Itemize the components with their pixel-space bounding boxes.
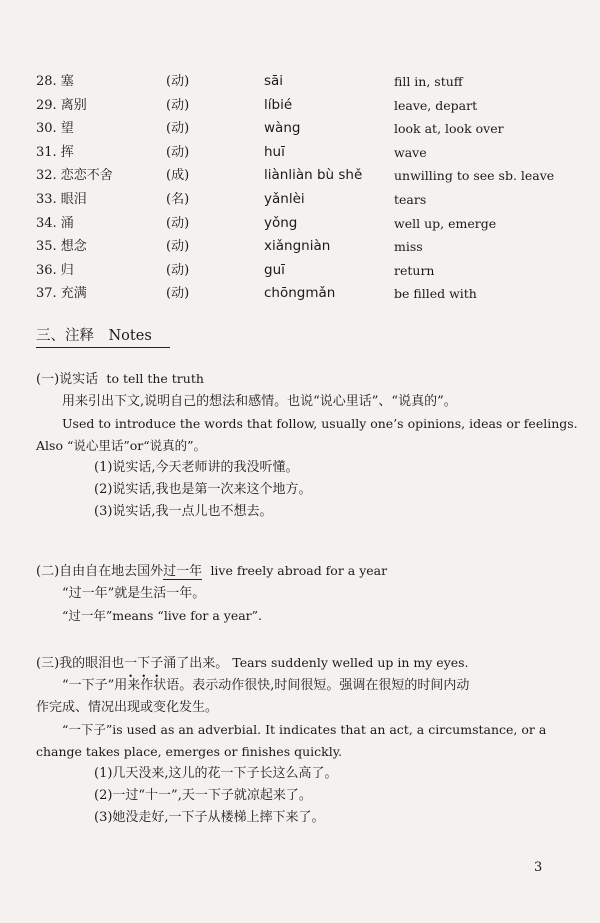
vocab-word: 31. 挥 [36, 144, 74, 160]
vocab-english: well up, emerge [394, 215, 497, 231]
note-3-heading: (三)我的眼泪也一下子涌了出来。 Tears suddenly welled up in my eyes. [36, 655, 469, 671]
vocab-part-of-speech: (动) [166, 74, 190, 89]
vocab-row [36, 94, 576, 118]
note-1-example-1: (1)说实话,今天老师讲的我没听懂。 [94, 460, 299, 475]
note-3 [36, 652, 576, 829]
note-1-chinese-explanation: 用来引出下文,说明自己的想法和感情。也说“说心里话”、“说真的”。 [62, 394, 457, 409]
note-3-example-3: (3)她没走好,一下子从楼梯上摔下来了。 [94, 810, 325, 825]
vocab-part-of-speech: (动) [166, 239, 190, 255]
vocab-pinyin: liànliàn bù shě [264, 167, 363, 184]
note-3-english-explanation: “一下子”is used as an adverbial. It indicates that an act, a circumstance, or a [62, 722, 547, 737]
vocab-part-of-speech: (名) [166, 191, 190, 207]
note-2-english-explanation: “过一年”means “live for a year”. [62, 608, 263, 623]
vocab-pinyin: yǒng [264, 214, 298, 231]
page-number: 3 [534, 860, 543, 875]
vocab-english: return [394, 262, 435, 278]
vocab-pinyin: líbié [264, 96, 293, 113]
vocab-pinyin: chōngmǎn [264, 285, 336, 302]
note-3-example-2: (2)一过“十一”,天一下子就凉起来了。 [94, 788, 312, 803]
vocab-row [36, 259, 576, 283]
note-1-example-2: (2)说实话,我也是第一次来这个地方。 [94, 482, 312, 497]
vocab-pinyin: xiǎngniàn [264, 238, 331, 255]
note-1-heading: (一)说实话 to tell the truth [36, 371, 204, 387]
vocab-part-of-speech: (动) [166, 121, 190, 137]
note-3-chinese-explanation-cont: 作完成、情况出现或变化发生。 [36, 700, 219, 715]
vocab-english: look at, look over [394, 121, 504, 137]
note-1-example-3: (3)说实话,我一点儿也不想去。 [94, 504, 273, 519]
vocab-pinyin: sāi [264, 73, 284, 89]
vocab-word: 37. 充满 [36, 286, 87, 302]
vocab-part-of-speech: (成) [166, 168, 190, 184]
vocab-english: tears [394, 191, 427, 207]
emphasis-dot-char: 一 [124, 656, 138, 671]
emphasis-dot-char: 下 [137, 656, 151, 671]
vocab-row [36, 188, 576, 212]
vocab-row [36, 282, 576, 306]
vocab-row [36, 164, 576, 188]
vocab-part-of-speech: (动) [166, 97, 190, 113]
vocab-part-of-speech: (动) [166, 215, 190, 231]
vocab-word: 30. 望 [36, 121, 74, 137]
vocab-part-of-speech: (动) [166, 144, 190, 160]
section-heading-notes: 三、注释 Notes [36, 325, 170, 348]
note-3-english-explanation-cont: change takes place, emerges or finishes quickly. [36, 744, 343, 759]
vocab-row [36, 235, 576, 259]
vocab-row [36, 141, 576, 165]
vocab-pinyin: huī [264, 143, 285, 160]
vocab-word: 34. 涌 [36, 215, 74, 231]
vocab-row [36, 70, 576, 94]
vocab-pinyin: wàng [264, 120, 301, 137]
vocab-part-of-speech: (动) [166, 262, 190, 278]
vocab-word: 36. 归 [36, 262, 74, 278]
vocab-pinyin: guī [264, 261, 285, 278]
vocab-english: leave, depart [394, 97, 478, 113]
vocab-english: unwilling to see sb. leave [394, 168, 555, 184]
vocab-word: 32. 恋恋不舍 [36, 168, 113, 184]
vocab-word: 29. 离别 [36, 97, 87, 113]
note-1-english-explanation: Used to introduce the words that follow, usually one’s opinions, ideas or feelings. [62, 416, 578, 431]
vocab-part-of-speech: (动) [166, 286, 190, 302]
vocab-word: 33. 眼泪 [36, 191, 87, 207]
note-2 [36, 560, 576, 627]
note-2-chinese-explanation: “过一年”就是生活一年。 [62, 586, 206, 601]
emphasis-dot-char: 子 [150, 656, 164, 671]
note-3-chinese-explanation: “一下子”用来作状语。表示动作很快,时间很短。强调在很短的时间内动 [62, 678, 470, 693]
vocab-word: 35. 想念 [36, 239, 87, 255]
vocab-english: wave [394, 144, 427, 160]
note-1 [36, 368, 576, 523]
vocab-row [36, 117, 576, 141]
vocab-english: fill in, stuff [394, 74, 463, 89]
underlined-phrase: 过一年 [163, 564, 203, 579]
vocab-pinyin: yǎnlèi [264, 190, 305, 207]
note-1-english-explanation-cont: Also “说心里话”or“说真的”。 [36, 438, 207, 453]
vocab-row [36, 212, 576, 236]
note-2-heading: (二)自由自在地去国外过一年 live freely abroad for a year [36, 563, 388, 579]
vocab-english: miss [394, 239, 423, 255]
note-3-example-1: (1)几天没来,这儿的花一下子长这么高了。 [94, 766, 338, 781]
vocab-word: 28. 塞 [36, 74, 74, 89]
vocabulary-list [36, 70, 576, 306]
vocab-english: be filled with [394, 286, 477, 302]
